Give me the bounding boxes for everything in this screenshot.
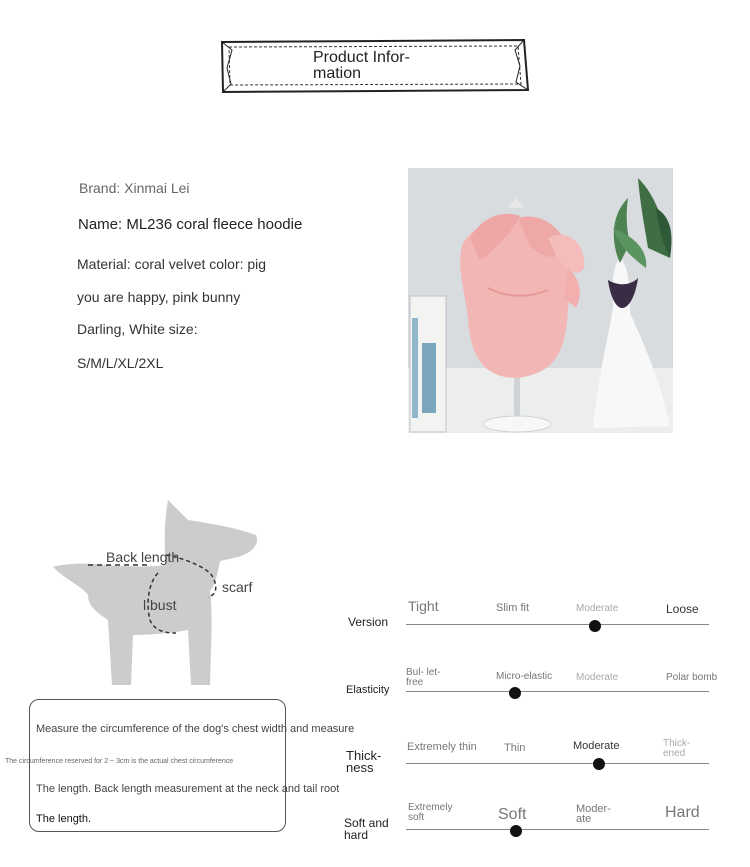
scale-option: Soft	[498, 806, 527, 823]
product-info-banner	[219, 38, 531, 94]
measurement-text: The length. Back length measurement at the neck and tail root	[36, 783, 340, 795]
scale-label: Thick- ness	[346, 748, 382, 775]
scale-option: Thin	[504, 742, 526, 754]
scarf-label: scarf	[222, 579, 253, 595]
scale-marker	[509, 687, 521, 699]
measurement-text: The length.	[36, 813, 92, 825]
scale-option: Bul- let-free	[406, 667, 441, 688]
scale-option: Tight	[408, 598, 439, 614]
scale-label: Elasticity	[346, 684, 390, 696]
scale-option: Thick- ened	[663, 738, 691, 759]
bust-label: l bust	[143, 597, 177, 613]
product-detail-line: S/M/L/XL/2XL	[77, 355, 164, 371]
scale-track	[406, 829, 709, 830]
scale-option: Moder- ate	[576, 803, 611, 825]
product-detail-line: Material: coral velvet color: pig	[77, 256, 267, 272]
scale-track	[406, 691, 709, 692]
scale-option: Slim fit	[496, 602, 529, 614]
scale-option: Loose	[666, 602, 699, 616]
product-detail-line: Darling, White size:	[77, 321, 198, 337]
product-name: Name: ML236 coral fleece hoodie	[78, 216, 303, 233]
scale-marker	[593, 758, 605, 770]
scale-option: Moderate	[573, 740, 620, 752]
scale-marker	[589, 620, 601, 632]
scale-track	[406, 624, 709, 625]
product-detail-line: you are happy, pink bunny	[77, 289, 241, 305]
banner-title: Product Infor- mation	[313, 49, 410, 82]
scale-option: Moderate	[576, 603, 619, 614]
scale-option: Polar bomb	[666, 672, 718, 683]
brand-text: Brand: Xinmai Lei	[79, 180, 190, 196]
scale-label: Version	[348, 615, 389, 629]
scale-marker	[510, 825, 522, 837]
scale-track	[406, 763, 709, 764]
scale-option: Extremely thin	[407, 741, 477, 753]
measurement-text: Measure the circumference of the dog's chest width and measure	[36, 723, 355, 735]
measurement-note: The circumference reserved for 2 ~ 3cm is the actual chest circumference	[5, 758, 234, 765]
product-photo	[408, 168, 673, 433]
scale-option: Moderate	[576, 672, 619, 683]
back-length-label: Back length	[106, 549, 180, 565]
scale-label: Soft and hard	[344, 816, 389, 842]
book-image	[410, 296, 446, 432]
scale-option: Hard	[665, 804, 700, 821]
scale-option: Micro-elastic	[496, 671, 553, 682]
scale-option: Extremely soft	[408, 802, 453, 823]
